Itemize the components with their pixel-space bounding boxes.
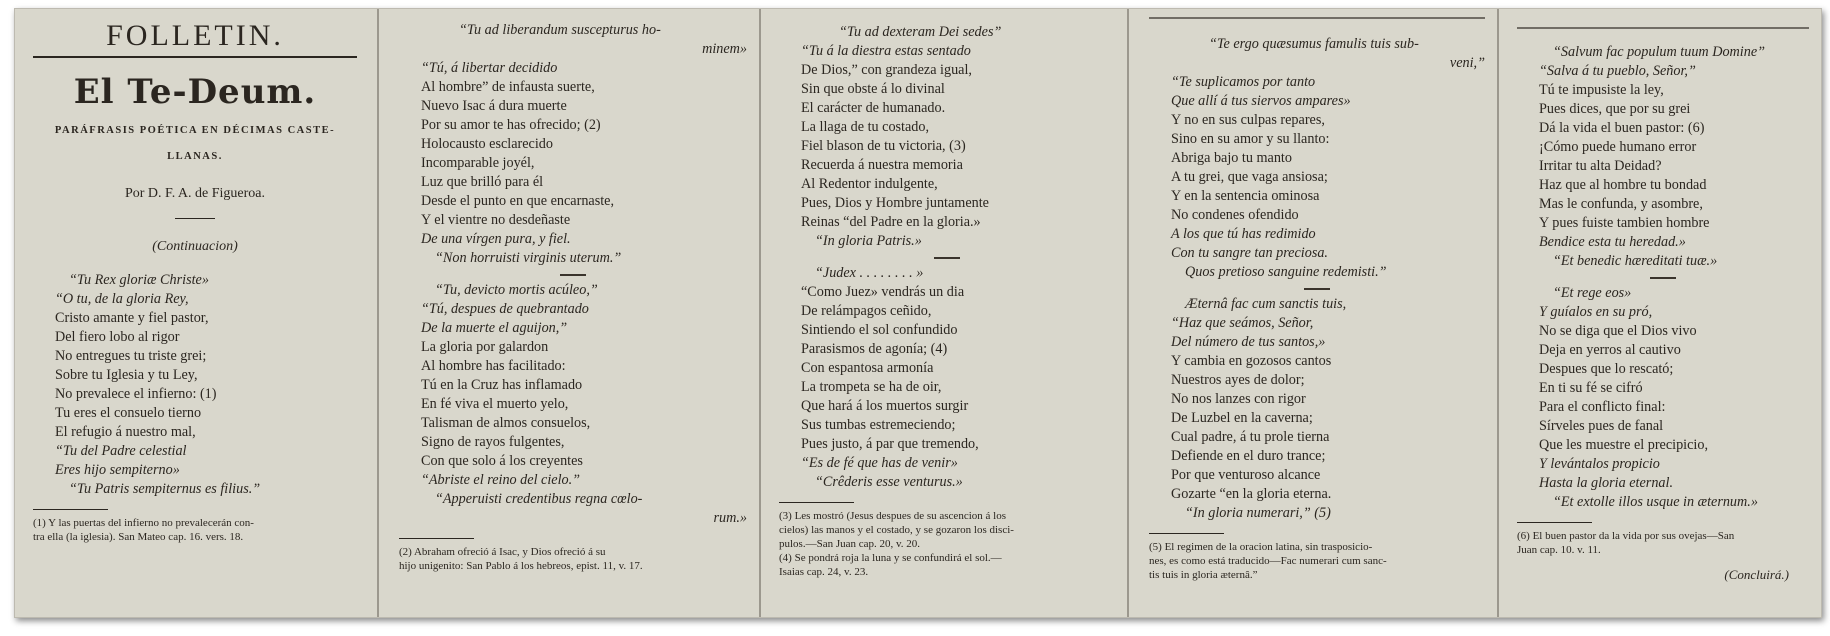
verse-line: Nuevo Isac á dura muerte bbox=[421, 98, 567, 114]
footnote bbox=[399, 545, 747, 573]
verse-line: Quos pretioso sanguine redemisti.” bbox=[1185, 264, 1387, 280]
verse-line: “Apperuisti credentibus regna cœlo- bbox=[435, 491, 643, 507]
verse-line: Al hombre has facilitado: bbox=[421, 358, 566, 374]
verse-line: Sin que obste á lo divinal bbox=[801, 81, 945, 97]
verse-line: Por que venturoso alcance bbox=[1171, 467, 1321, 483]
verse-line: Abriga bajo tu manto bbox=[1171, 150, 1292, 166]
verse-line: Que les muestre el precipicio, bbox=[1539, 437, 1709, 453]
verse-line: Y pues fuiste tambien hombre bbox=[1539, 215, 1710, 231]
verse-line: “Tu ad dexteram Dei sedes” bbox=[839, 24, 1002, 40]
footnote-line: (5) El regimen de la oracion latina, sin trasposicio- bbox=[1149, 541, 1373, 553]
verse-line: Que allí á tus siervos ampares» bbox=[1171, 93, 1351, 109]
subtitle-line-2: LLANAS. bbox=[167, 151, 223, 162]
verse-line: Nuestros ayes de dolor; bbox=[1171, 372, 1305, 388]
verse-line: Al hombre” de infausta suerte, bbox=[421, 79, 595, 95]
verse-line: “Tu del Padre celestial bbox=[55, 443, 187, 459]
verse-line: “Como Juez» vendrás un dia bbox=[801, 284, 965, 300]
verse-line: No se diga que el Dios vivo bbox=[1539, 323, 1697, 339]
verse-line: De relámpagos ceñido, bbox=[801, 303, 932, 319]
closing-note: (Concluirá.) bbox=[1724, 567, 1789, 582]
footnote-line: hijo unigenito: San Pablo á los hebreos, epist. 11, v. 17. bbox=[399, 560, 643, 572]
footnote-rule bbox=[1517, 522, 1592, 523]
footnote-line: tis tuis in gloria æternâ.” bbox=[1149, 569, 1258, 581]
stanza-divider bbox=[934, 257, 960, 259]
verse-line: Con que solo á los creyentes bbox=[421, 453, 583, 469]
verse-line: De Dios,” con grandeza igual, bbox=[801, 62, 972, 78]
masthead-rule bbox=[33, 56, 357, 58]
verse-line: Por su amor te has ofrecido; (2) bbox=[421, 117, 601, 133]
stanza bbox=[779, 23, 1115, 251]
verse-line: Bendice esta tu heredad.» bbox=[1539, 234, 1686, 250]
footnote bbox=[1149, 540, 1485, 582]
verse-line: “O tu, de la gloria Rey, bbox=[55, 291, 189, 307]
footnote-rule bbox=[33, 509, 108, 510]
verse-line: Dá la vida el buen pastor: (6) bbox=[1539, 120, 1705, 136]
verse-line: Cristo amante y fiel pastor, bbox=[55, 310, 209, 326]
verse-line: “Tú, despues de quebrantado bbox=[421, 301, 589, 317]
footnote bbox=[1517, 529, 1809, 557]
verse-line: Hasta la gloria eternal. bbox=[1539, 475, 1673, 491]
continuation-label: (Continuacion) bbox=[152, 239, 238, 254]
verse-line: “Haz que seámos, Señor, bbox=[1171, 315, 1314, 331]
verse-line: “Tú, á libertar decidido bbox=[421, 60, 558, 76]
verse-line: No entregues tu triste grei; bbox=[55, 348, 207, 364]
verse-line: A los que tú has redimido bbox=[1171, 226, 1316, 242]
verse-line: “Es de fé que has de venir» bbox=[801, 455, 958, 471]
verse-line: Luz que brilló para él bbox=[421, 174, 544, 190]
verse-line: minem» bbox=[702, 41, 747, 57]
verse-line: Con espantosa armonía bbox=[801, 360, 934, 376]
verse-line: De una vírgen pura, y fiel. bbox=[421, 231, 571, 247]
verse-line: “Abriste el reino del cielo.” bbox=[421, 472, 581, 488]
stanza bbox=[1517, 284, 1809, 512]
verse-line: Del número de tus santos,» bbox=[1171, 334, 1326, 350]
verse-line: Tu eres el consuelo tierno bbox=[55, 405, 202, 421]
verse-line: El carácter de humanado. bbox=[801, 100, 946, 116]
verse-line: Sintiendo el sol confundido bbox=[801, 322, 958, 338]
divider bbox=[175, 218, 215, 219]
footnote-line: cielos) las manos y el costado, y se gozaron los disci- bbox=[779, 524, 1014, 536]
column-5 bbox=[1505, 9, 1817, 617]
footnote-line: (1) Y las puertas del infierno no prevalecerán con- bbox=[33, 517, 254, 529]
verse-line: Y guíalos en su pró, bbox=[1539, 304, 1653, 320]
verse-line: “Judex . . . . . . . . » bbox=[815, 265, 924, 281]
verse-line: Sus tumbas estremeciendo; bbox=[801, 417, 956, 433]
verse-line: Al Redentor indulgente, bbox=[801, 176, 938, 192]
footnote-line: (2) Abraham ofreció á Isac, y Dios ofreció á su bbox=[399, 546, 606, 558]
column-rule bbox=[759, 9, 761, 617]
verse-line: “Tu Rex gloriæ Christe» bbox=[69, 272, 209, 288]
verse-line: Sino en su amor y su llanto: bbox=[1171, 131, 1330, 147]
verse-line: Cual padre, á tu prole tierna bbox=[1171, 429, 1330, 445]
footnote-line: (6) El buen pastor da la vida por sus ovejas—San bbox=[1517, 530, 1735, 542]
verse-line: Pues, Dios y Hombre juntamente bbox=[801, 195, 989, 211]
verse-line: Tú en la Cruz has inflamado bbox=[421, 377, 583, 393]
verse-line: Pues dices, que por su grei bbox=[1539, 101, 1691, 117]
verse-line: Defiende en el duro trance; bbox=[1171, 448, 1326, 464]
verse-line: Haz que al hombre tu bondad bbox=[1539, 177, 1707, 193]
verse-line: Y en la sentencia ominosa bbox=[1171, 188, 1320, 204]
verse-line: A tu grei, que vaga ansiosa; bbox=[1171, 169, 1328, 185]
verse-line: Deja en yerros al cautivo bbox=[1539, 342, 1681, 358]
verse-line: Sobre tu Iglesia y tu Ley, bbox=[55, 367, 198, 383]
verse-line: Con tu sangre tan preciosa. bbox=[1171, 245, 1328, 261]
verse-line: Gozarte “en la gloria eterna. bbox=[1171, 486, 1332, 502]
column-rule bbox=[1497, 9, 1499, 617]
verse-line: “Et extolle illos usque in æternum.» bbox=[1553, 494, 1758, 510]
stanza bbox=[33, 271, 357, 499]
subtitle-line-1: PARÁFRASIS POÉTICA EN DÉCIMAS CASTE- bbox=[54, 125, 336, 136]
top-rule bbox=[1149, 17, 1485, 19]
column-rule bbox=[1127, 9, 1129, 617]
verse-line: Mas le confunda, y asombre, bbox=[1539, 196, 1703, 212]
footnote-rule bbox=[399, 538, 474, 539]
footnote bbox=[33, 516, 357, 544]
verse-line: Desde el punto en que encarnaste, bbox=[421, 193, 615, 209]
author-line: Por D. F. A. de Figueroa. bbox=[124, 186, 266, 201]
verse-line: Sírveles pues de fanal bbox=[1539, 418, 1664, 434]
verse-line: De la muerte el aguijon,” bbox=[421, 320, 568, 336]
newspaper-page bbox=[14, 8, 1822, 618]
verse-line: Tú te impusiste la ley, bbox=[1539, 82, 1664, 98]
verse-line: De Luzbel en la caverna; bbox=[1171, 410, 1313, 426]
verse-line: Eres hijo sempiterno» bbox=[55, 462, 180, 478]
footnote-line: tra ella (la iglesia). San Mateo cap. 16. vers. 18. bbox=[33, 531, 244, 543]
verse-line: Irritar tu alta Deidad? bbox=[1539, 158, 1662, 174]
verse-line: Talisman de almos consuelos, bbox=[421, 415, 591, 431]
footnote-line: nes, es como está traducido—Fac numerari cum sanc- bbox=[1149, 555, 1387, 567]
verse-line: Despues que lo rescató; bbox=[1539, 361, 1674, 377]
stanza bbox=[1517, 43, 1809, 271]
verse-line: “Et benedic hæreditati tuæ.» bbox=[1553, 253, 1718, 269]
verse-line: No condenes ofendido bbox=[1171, 207, 1299, 223]
verse-line: Y cambia en gozosos cantos bbox=[1171, 353, 1332, 369]
verse-line: “Salva á tu pueblo, Señor,” bbox=[1539, 63, 1696, 79]
stanza-divider bbox=[560, 274, 586, 276]
masthead: FOLLETIN. bbox=[106, 19, 284, 52]
verse-line: “In gloria Patris.» bbox=[815, 233, 922, 249]
verse-line: Y no en sus culpas repares, bbox=[1171, 112, 1325, 128]
verse-line: No nos lanzes con rigor bbox=[1171, 391, 1306, 407]
footnote-line: Juan cap. 10. v. 11. bbox=[1517, 544, 1601, 556]
verse-line: “Tu ad liberandum suscepturus ho- bbox=[459, 22, 661, 38]
verse-line: En ti su fé se cifró bbox=[1539, 380, 1643, 396]
verse-line: “Et rege eos» bbox=[1553, 285, 1632, 301]
verse-line: Incomparable joyél, bbox=[421, 155, 535, 171]
poem-title: El Te-Deum. bbox=[73, 72, 317, 112]
footnote-rule bbox=[779, 502, 854, 503]
verse-line: Y levántalos propicio bbox=[1539, 456, 1660, 472]
stanza bbox=[1149, 295, 1485, 523]
verse-line: Æternâ fac cum sanctis tuis, bbox=[1185, 296, 1347, 312]
footnote bbox=[779, 509, 1115, 579]
stanza bbox=[399, 281, 747, 528]
verse-line: Signo de rayos fulgentes, bbox=[421, 434, 565, 450]
stanza bbox=[1149, 35, 1485, 282]
verse-line: No prevalece el infierno: (1) bbox=[55, 386, 217, 402]
verse-line: “Te suplicamos por tanto bbox=[1171, 74, 1316, 90]
verse-line: rum.» bbox=[713, 510, 747, 526]
verse-line: “Salvum fac populum tuum Domine” bbox=[1553, 44, 1766, 60]
verse-line: Parasismos de agonía; (4) bbox=[801, 341, 948, 357]
verse-line: Holocausto esclarecido bbox=[421, 136, 553, 152]
verse-line: veni,” bbox=[1449, 55, 1485, 71]
verse-line: ¡Cómo puede humano error bbox=[1539, 139, 1697, 155]
verse-line: “Tu á la diestra estas sentado bbox=[801, 43, 971, 59]
top-rule bbox=[1517, 27, 1809, 29]
verse-line: “Crêderis esse venturus.» bbox=[815, 474, 963, 490]
verse-line: Pues justo, á par que tremendo, bbox=[801, 436, 979, 452]
footnote-rule bbox=[1149, 533, 1224, 534]
column-2 bbox=[387, 9, 755, 617]
footnote-line: Isaias cap. 24, v. 23. bbox=[779, 566, 869, 578]
verse-line: Fiel blason de tu victoria, (3) bbox=[801, 138, 966, 154]
verse-line: “Te ergo quæsumus famulis tuis sub- bbox=[1209, 36, 1419, 52]
verse-line: Y el vientre no desdeñaste bbox=[421, 212, 571, 228]
verse-line: En fé viva el muerto yelo, bbox=[421, 396, 569, 412]
verse-line: Para el conflicto final: bbox=[1539, 399, 1666, 415]
column-3 bbox=[767, 9, 1123, 617]
verse-line: Reinas “del Padre en la gloria.» bbox=[801, 214, 981, 230]
column-1 bbox=[25, 9, 365, 617]
column-rule bbox=[377, 9, 379, 617]
verse-line: El refugio á nuestro mal, bbox=[55, 424, 196, 440]
stanza-divider bbox=[1650, 277, 1676, 279]
verse-line: “Tu, devicto mortis acúleo,” bbox=[435, 282, 598, 298]
stanza bbox=[399, 21, 747, 268]
verse-line: “In gloria numerari,” (5) bbox=[1185, 505, 1331, 521]
verse-line: La trompeta se ha de oir, bbox=[801, 379, 942, 395]
footnote-line: pulos.—San Juan cap. 20, v. 20. bbox=[779, 538, 921, 550]
stanza bbox=[779, 264, 1115, 492]
verse-line: Recuerda á nuestra memoria bbox=[801, 157, 963, 173]
verse-line: La llaga de tu costado, bbox=[801, 119, 930, 135]
verse-line: “Tu Patris sempiternus es filius.” bbox=[69, 481, 261, 497]
stanza-divider bbox=[1304, 288, 1330, 290]
verse-line: Que hará á los muertos surgir bbox=[801, 398, 969, 414]
verse-line: “Non horruisti virginis uterum.” bbox=[435, 250, 622, 266]
footnote-line: (4) Se pondrá roja la luna y se confundirá el sol.— bbox=[779, 552, 1002, 564]
verse-line: La gloria por galardon bbox=[421, 339, 549, 355]
column-4 bbox=[1135, 9, 1493, 617]
footnote-line: (3) Les mostró (Jesus despues de su ascencion á los bbox=[779, 510, 1006, 522]
verse-line: Del fiero lobo al rigor bbox=[55, 329, 180, 345]
